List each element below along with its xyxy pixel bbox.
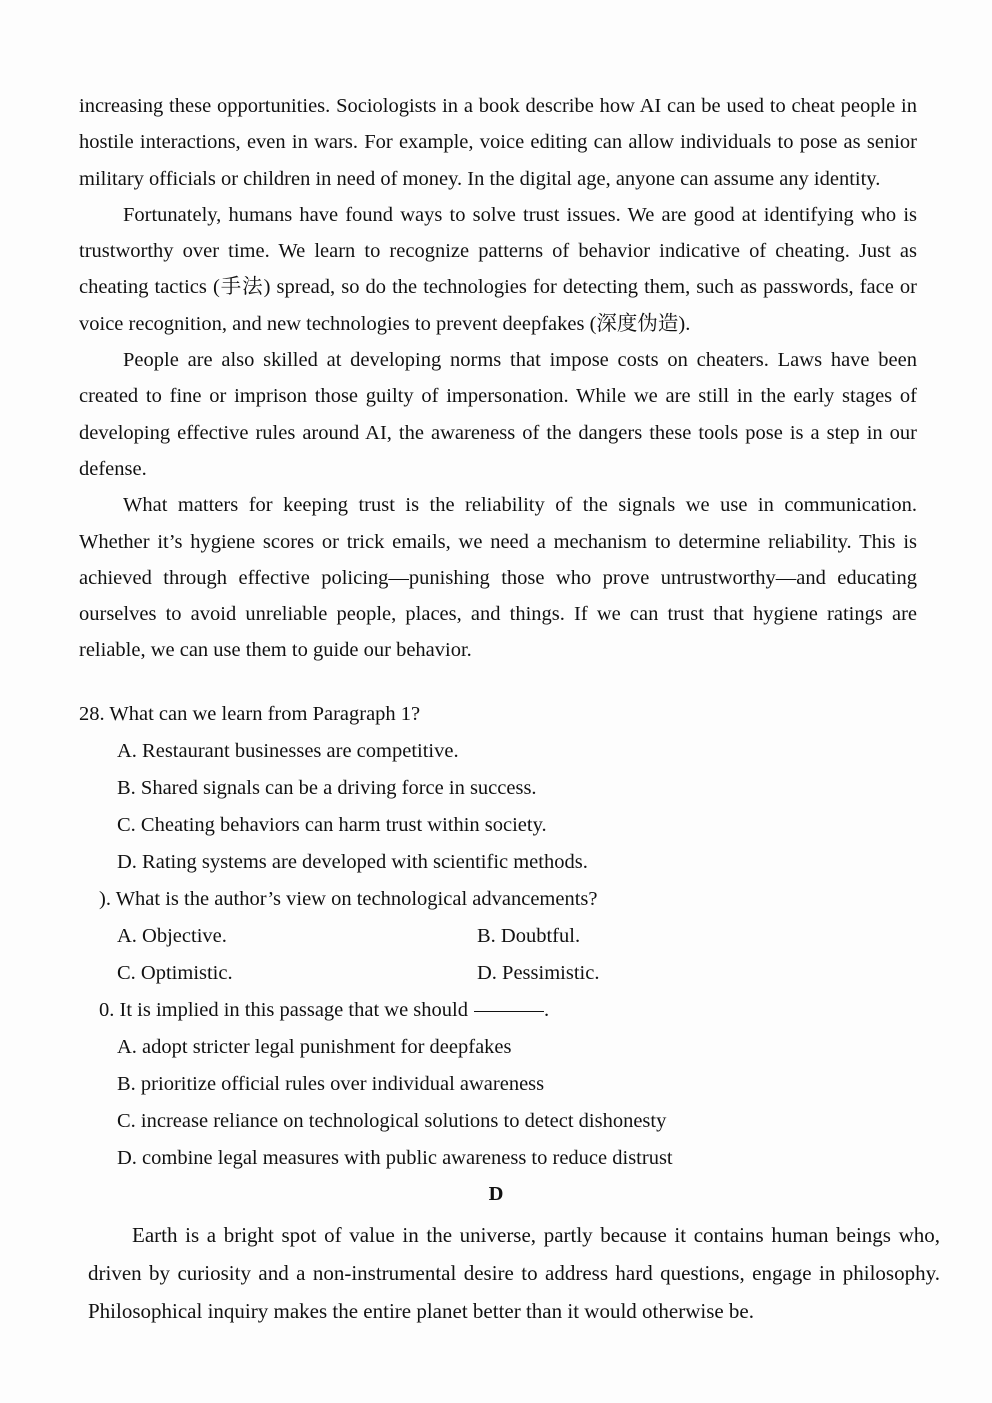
option-b: B. Shared signals can be a driving force in success. [117,777,537,799]
answer-blank [474,1010,544,1012]
option-d: D. combine legal measures with public awareness to reduce distrust [117,1147,673,1169]
option-c: C. Cheating behaviors can harm trust within society. [117,814,547,836]
option-c: C. increase reliance on technological solutions to detect dishonesty [117,1110,667,1132]
passage-c-paragraph-2: Fortunately, humans have found ways to solve trust issues. We are good at identifying who is trustworthy over time. We learn to recognize patterns of behavior indicative of cheating. Just as cheating tactics (手法) spread, so do the technologies for detecting them, such as passwords, face or voice recognition, and new technologies to prevent deepfakes (深度伪造). [79,203,917,335]
passage-d-paragraph-1: Earth is a bright spot of value in the universe, partly because it contains human beings who, driven by curiosity and a non-instrumental desire to address hard questions, engage in philosophy. Philosophical inquiry makes the entire planet better than it would otherwise be. [88,1223,940,1323]
option-c: C. Optimistic. [117,962,233,984]
option-d: D. Rating systems are developed with scientific methods. [117,851,588,873]
passage-d [88,1216,940,1330]
passage-c [79,88,917,669]
question-28 [79,696,939,881]
option-b: B. prioritize official rules over individual awareness [117,1073,545,1095]
option-b: B. Doubtful. [477,925,581,947]
option-a: A. adopt stricter legal punishment for deepfakes [117,1036,512,1058]
question-30 [79,992,939,1177]
question-stem-text: 0. It is implied in this passage that we should [99,999,468,1021]
question-stem: 28. What can we learn from Paragraph 1? [79,703,421,725]
option-row [117,918,939,955]
passage-c-paragraph-4: What matters for keeping trust is the reliability of the signals we use in communication. Whether it’s hygiene scores or trick emails, we need a mechanism to determine reliability. This is achieved through effective policing—punishing those who prove untrustworthy—and educating ourselves to avoid unreliable people, places, and things. If we can trust that hygiene ratings are reliable, we can use them to guide our behavior. [79,494,917,662]
question-29 [79,881,939,992]
question-list [79,696,939,1177]
question-stem [99,992,939,1029]
option-a: A. Restaurant businesses are competitive. [117,740,459,762]
section-d-heading: D [488,1183,504,1205]
option-row [117,955,939,992]
question-stem-end: . [543,999,550,1021]
passage-c-paragraph-1: increasing these opportunities. Sociologists in a book describe how AI can be used to cheat people in hostile interactions, even in wars. For example, voice editing can allow individuals to pose as senior military officials or children in need of money. In the digital age, anyone can assume any identity. [79,95,917,190]
option-a: A. Objective. [117,925,227,947]
question-stem: ). What is the author’s view on technological advancements? [99,888,598,910]
passage-c-paragraph-3: People are also skilled at developing norms that impose costs on cheaters. Laws have been created to fine or imprison those guilty of impersonation. While we are still in the early stages of developing effective rules around AI, the awareness of the dangers these tools pose is a step in our defense. [79,349,917,480]
option-d: D. Pessimistic. [477,962,600,984]
